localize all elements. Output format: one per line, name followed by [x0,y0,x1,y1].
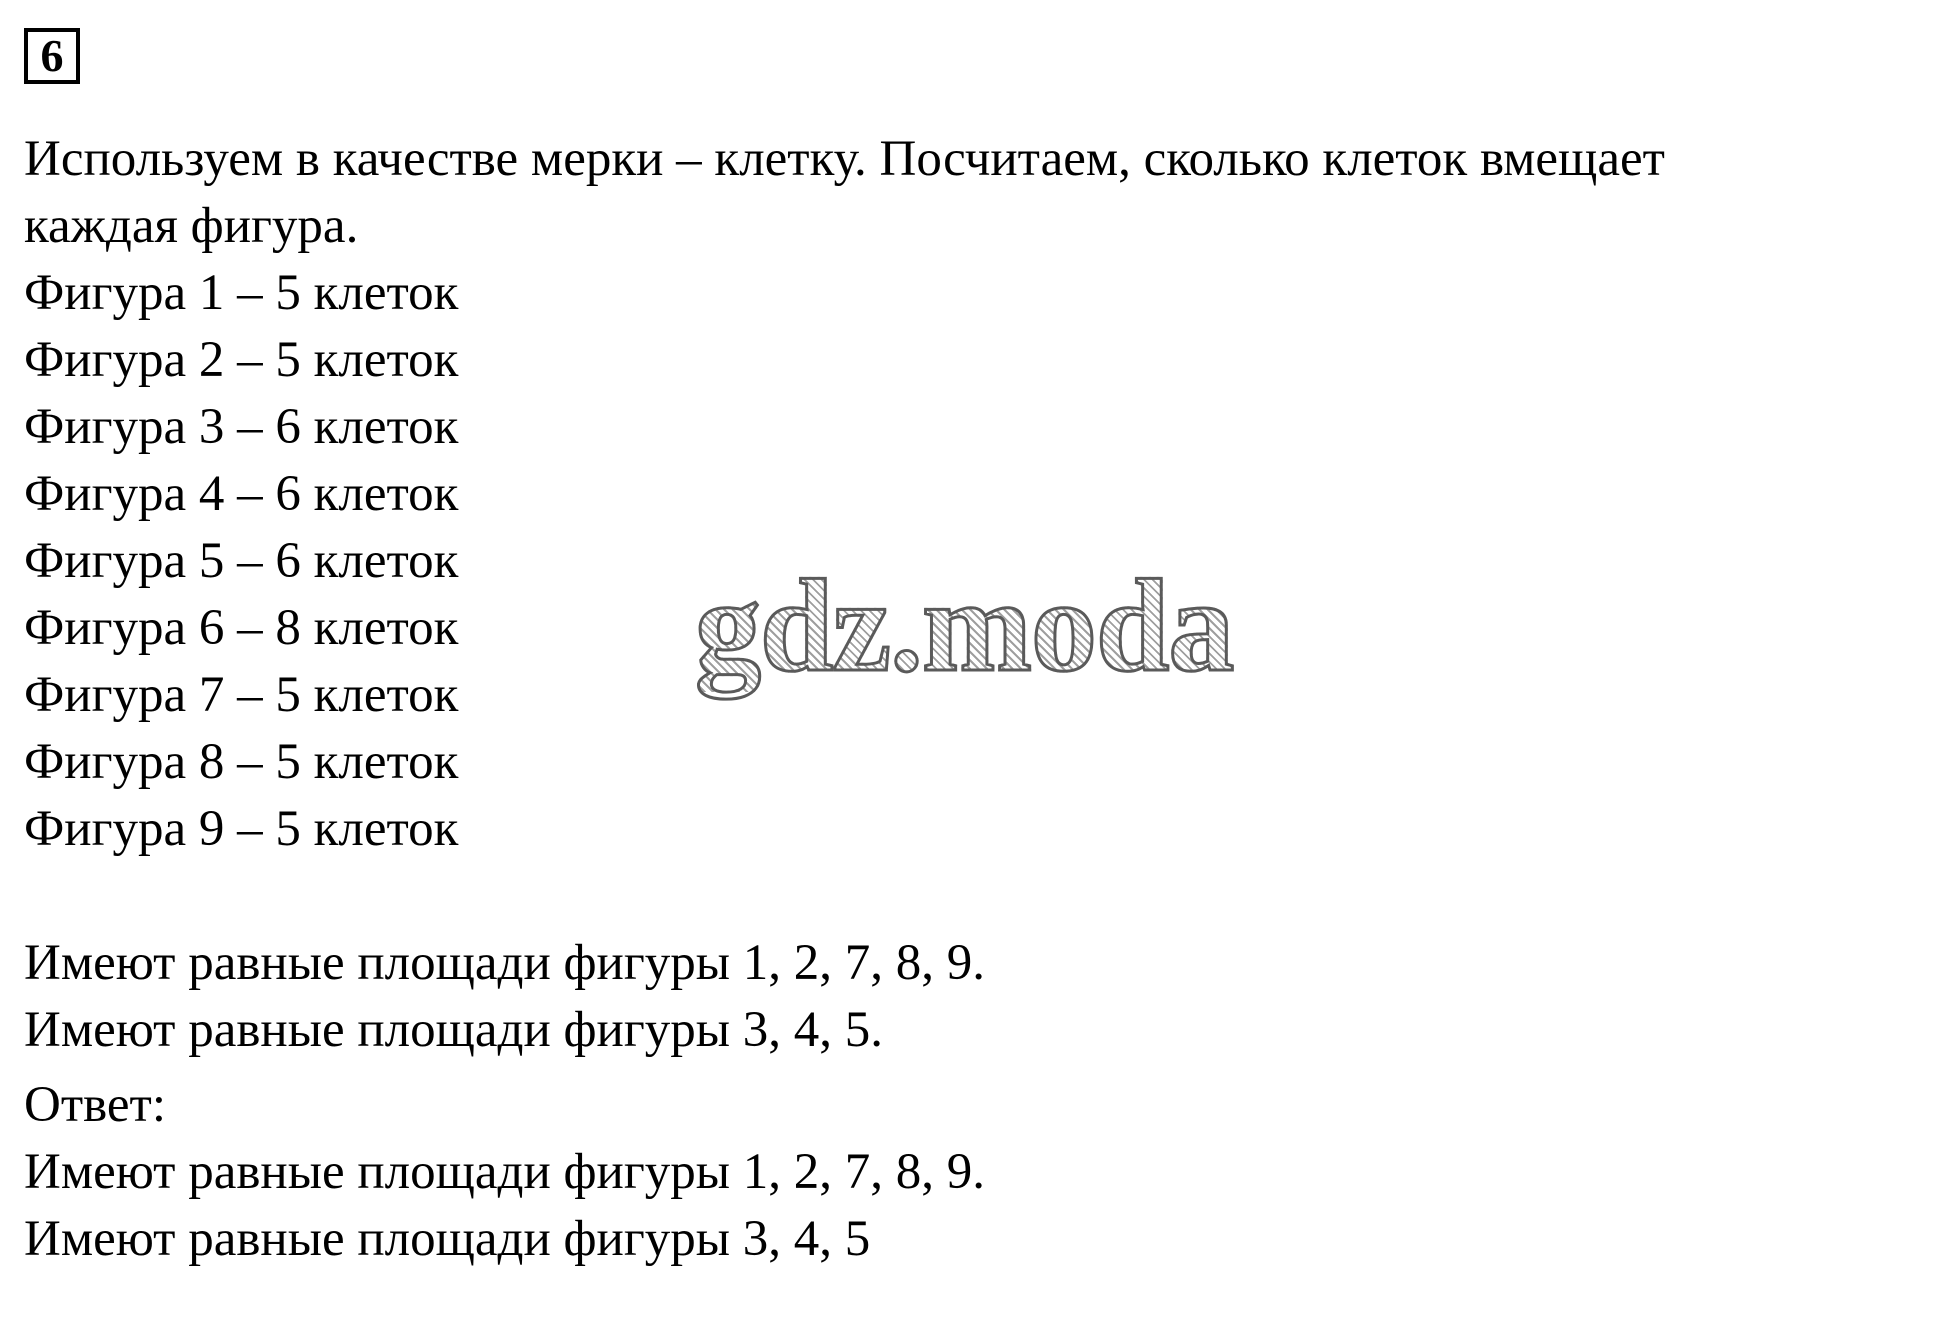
solution-text [24,126,1924,1273]
paragraph-gap [24,863,1924,930]
figure-line-2: Фигура 2 – 5 клеток [24,332,459,388]
figure-line-7: Фигура 7 – 5 клеток [24,667,459,723]
figure-line-9: Фигура 9 – 5 клеток [24,801,459,857]
figure-line-8: Фигура 8 – 5 клеток [24,734,459,790]
conclusion-line-1: Имеют равные площади фигуры 1, 2, 7, 8, 9. [24,935,986,991]
intro-line-2: каждая фигура. [24,198,359,254]
watermark-logo: gdz.moda [695,552,1234,699]
figure-line-1: Фигура 1 – 5 клеток [24,265,459,321]
answer-label: Ответ: [24,1077,166,1133]
figure-line-6: Фигура 6 – 8 клеток [24,600,459,656]
figure-line-5: Фигура 5 – 6 клеток [24,533,459,589]
intro-line-1: Используем в качестве мерки – клетку. Посчитаем, сколько клеток вмещает [24,131,1665,187]
figure-line-3: Фигура 3 – 6 клеток [24,399,459,455]
problem-number-box [24,28,80,84]
answer-line-1: Имеют равные площади фигуры 1, 2, 7, 8, 9. [24,1144,986,1200]
problem-number: 6 [40,30,64,81]
figure-line-4: Фигура 4 – 6 клеток [24,466,459,522]
conclusion-line-2: Имеют равные площади фигуры 3, 4, 5. [24,1002,884,1058]
answer-line-2: Имеют равные площади фигуры 3, 4, 5 [24,1211,871,1267]
small-gap [24,1064,1924,1072]
